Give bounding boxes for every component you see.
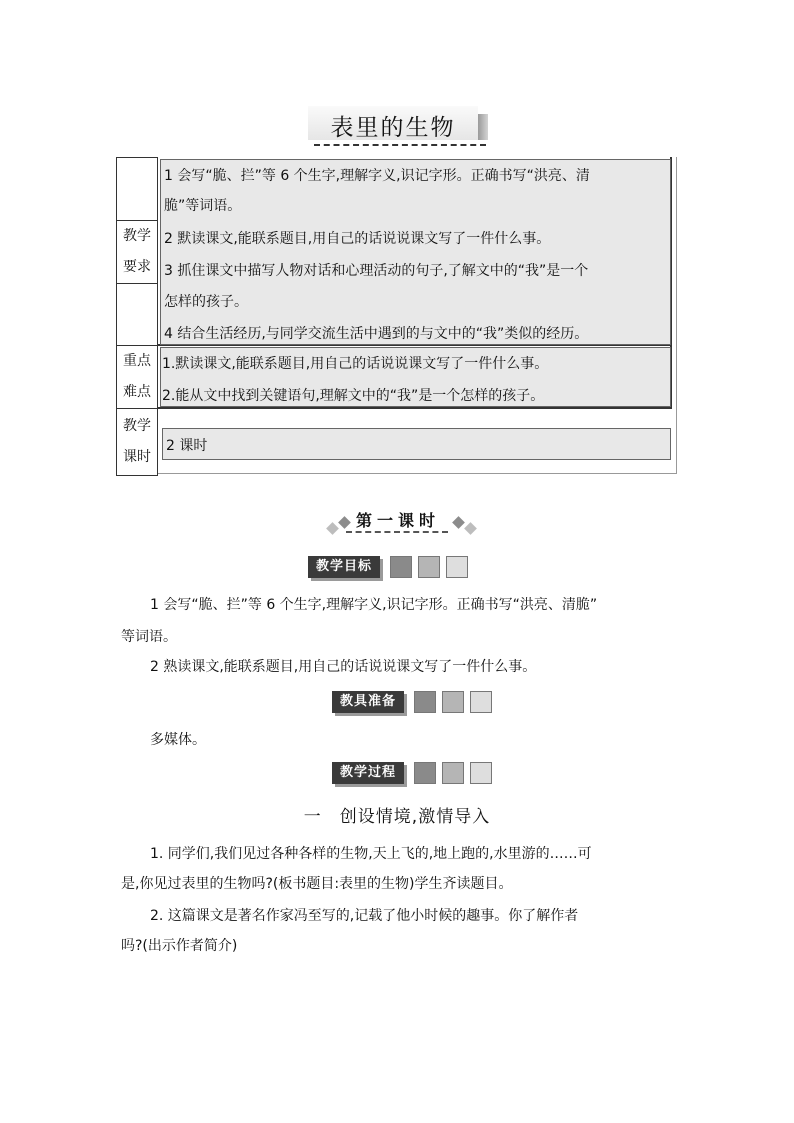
lesson-info-table	[116, 157, 678, 475]
label-cell-goals	[116, 220, 158, 285]
process-paragraph: 是,你见过表里的生物吗?(板书题目:表里的生物)学生齐读题目。	[121, 876, 513, 892]
goals-label-line: 要求	[123, 259, 151, 275]
hours-value: 2 课时	[166, 438, 208, 454]
hours-box	[162, 428, 671, 460]
title-dashed-line	[314, 144, 486, 146]
square-icon	[470, 691, 492, 713]
square-icon	[470, 762, 492, 784]
square-icon	[442, 762, 464, 784]
goals-paragraph: 2 熟读课文,能联系题目,用自己的话说说课文写了一件什么事。	[150, 659, 537, 675]
tag-teaching-process	[332, 762, 492, 784]
label-cell-key-points	[116, 345, 158, 410]
key-label-line: 重点	[123, 353, 151, 369]
process-paragraph: 吗?(出示作者简介)	[121, 938, 238, 954]
title-shadow	[478, 114, 488, 140]
goal-line: 怎样的孩子。	[164, 294, 248, 310]
label-cell-blank	[116, 157, 158, 222]
goal-line: 3 抓住课文中描写人物对话和心理活动的句子,了解文中的“我”是一个	[164, 263, 589, 279]
goals-label-line: 教学	[123, 228, 151, 244]
label-cell-hours	[116, 408, 158, 476]
square-icon	[390, 556, 412, 578]
process-paragraph: 1. 同学们,我们见过各种各样的生物,天上飞的,地上跑的,水里游的……可	[150, 846, 592, 862]
key-point-line: 1.默读课文,能联系题目,用自己的话说说课文写了一件什么事。	[162, 356, 549, 372]
hours-label-line: 教学	[123, 418, 151, 434]
title-banner	[308, 104, 486, 148]
hours-label-line: 课时	[123, 449, 151, 465]
tag-label: 教具准备	[332, 691, 404, 713]
page-title: 表里的生物	[330, 115, 456, 141]
goal-line: 脆”等词语。	[164, 198, 242, 214]
tag-label: 教学过程	[332, 762, 404, 784]
square-icon	[442, 691, 464, 713]
square-icon	[414, 691, 436, 713]
section-heading	[318, 506, 478, 536]
tag-teaching-tools	[332, 691, 492, 713]
tools-paragraph: 多媒体。	[150, 732, 206, 748]
square-icon	[414, 762, 436, 784]
goal-line: 4 结合生活经历,与同学交流生活中遇到的与文中的“我”类似的经历。	[164, 326, 589, 342]
process-paragraph: 2. 这篇课文是著名作家冯至写的,记载了他小时候的趣事。你了解作者	[150, 908, 579, 924]
goals-paragraph: 1 会写“脆、拦”等 6 个生字,理解字义,识记字形。正确书写“洪亮、清脆”	[150, 597, 598, 613]
goal-line: 2 默读课文,能联系题目,用自己的话说说课文写了一件什么事。	[164, 231, 551, 247]
tag-label: 教学目标	[308, 556, 380, 578]
process-heading: 一 创设情境,激情导入	[303, 807, 491, 827]
label-cell-blank	[116, 283, 158, 347]
tag-teaching-goals	[308, 556, 468, 578]
section-title: 第一课时	[355, 511, 440, 530]
key-label-line: 难点	[123, 384, 151, 400]
square-icon	[418, 556, 440, 578]
goals-content-box	[160, 159, 671, 345]
goals-paragraph: 等词语。	[121, 629, 177, 645]
square-icon	[446, 556, 468, 578]
key-point-line: 2.能从文中找到关键语句,理解文中的“我”是一个怎样的孩子。	[162, 388, 545, 404]
section-underline	[346, 531, 448, 533]
goal-line: 1 会写“脆、拦”等 6 个生字,理解字义,识记字形。正确书写“洪亮、清	[164, 168, 590, 184]
